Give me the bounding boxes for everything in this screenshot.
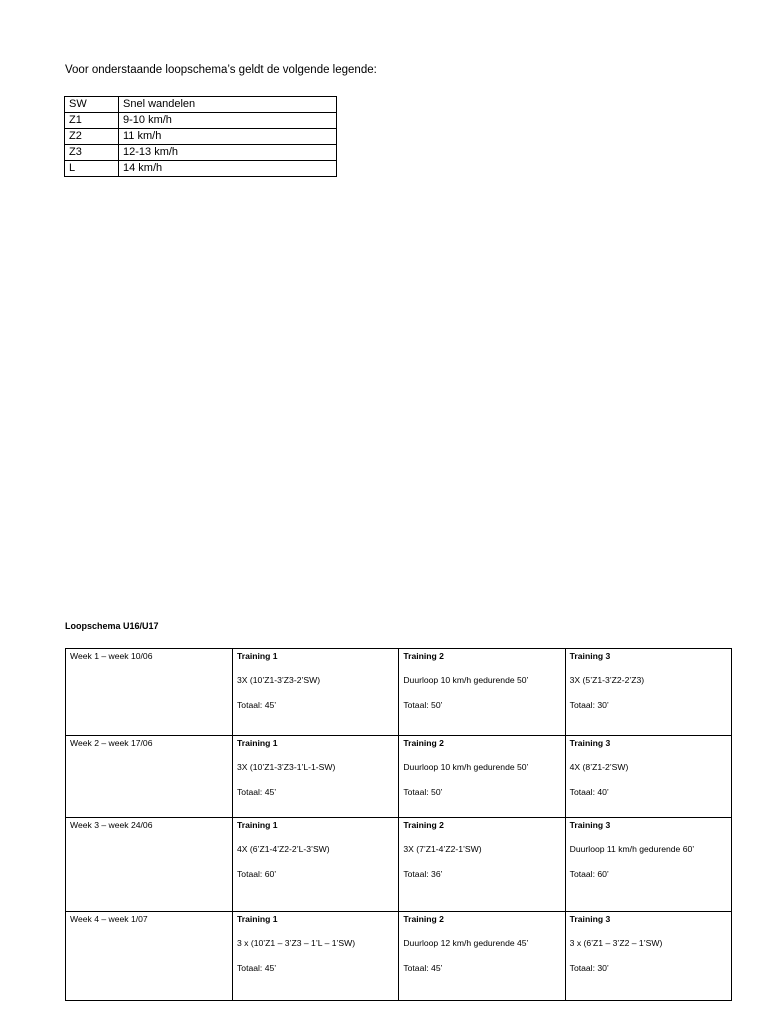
- training-content: 3 x (6’Z1 – 3’Z2 – 1’SW): [569, 938, 663, 948]
- training-content: Duurloop 12 km/h gedurende 45’: [403, 938, 529, 948]
- legend-code: L: [65, 161, 119, 177]
- training-content: 3X (10’Z1-3’Z3-1’L-1-SW): [237, 762, 336, 772]
- training-title: Training 2: [403, 914, 444, 924]
- training-total: Totaal: 60’: [237, 869, 277, 879]
- training-total: Totaal: 30’: [569, 963, 609, 973]
- legend-description: 11 km/h: [119, 129, 337, 145]
- training-total: Totaal: 50’: [403, 700, 443, 710]
- schedule-title: Loopschema U16/U17: [65, 621, 159, 631]
- legend-description: 14 km/h: [119, 161, 337, 177]
- training-total: Totaal: 50’: [403, 787, 443, 797]
- training-total: Totaal: 45’: [237, 963, 277, 973]
- training-content: Duurloop 10 km/h gedurende 50’: [403, 675, 529, 685]
- legend-code: Z3: [65, 145, 119, 161]
- schedule-row: [66, 736, 732, 818]
- training-total: Totaal: 45’: [237, 787, 277, 797]
- training-content: Duurloop 10 km/h gedurende 50’: [403, 762, 529, 772]
- training-title: Training 2: [403, 651, 444, 661]
- training-cell: [233, 736, 399, 818]
- training-cell: [565, 736, 731, 818]
- training-cell: [565, 649, 731, 736]
- training-total: Totaal: 30’: [569, 700, 609, 710]
- legend-code: Z2: [65, 129, 119, 145]
- training-cell: [565, 912, 731, 1001]
- schedule-table: [65, 648, 732, 1001]
- training-title: Training 1: [237, 914, 278, 924]
- legend-table: [64, 96, 337, 177]
- training-cell: [233, 912, 399, 1001]
- training-title: Training 3: [569, 738, 611, 748]
- schedule-row: [66, 649, 732, 736]
- training-title: Training 2: [403, 820, 444, 830]
- training-title: Training 1: [237, 738, 278, 748]
- week-label: Week 3 – week 24/06: [66, 818, 233, 912]
- training-title: Training 2: [403, 738, 444, 748]
- training-title: Training 1: [237, 820, 278, 830]
- training-title: Training 1: [237, 651, 278, 661]
- training-cell: [399, 912, 565, 1001]
- legend-row: [65, 145, 337, 161]
- legend-code: Z1: [65, 113, 119, 129]
- week-label: Week 1 – week 10/06: [66, 649, 233, 736]
- training-total: Totaal: 45’: [237, 700, 277, 710]
- schedule-row: [66, 818, 732, 912]
- week-label: Week 2 – week 17/06: [66, 736, 233, 818]
- legend-row: [65, 97, 337, 113]
- legend-row: [65, 161, 337, 177]
- training-cell: [565, 818, 731, 912]
- training-title: Training 3: [569, 820, 611, 830]
- training-total: Totaal: 40’: [569, 787, 609, 797]
- training-content: 4X (8’Z1-2’SW): [569, 762, 629, 772]
- training-cell: [233, 649, 399, 736]
- training-cell: [399, 649, 565, 736]
- week-label: Week 4 – week 1/07: [66, 912, 233, 1001]
- legend-description: 9-10 km/h: [119, 113, 337, 129]
- training-title: Training 3: [569, 651, 611, 661]
- training-cell: [233, 818, 399, 912]
- intro-text: Voor onderstaande loopschema’s geldt de volgende legende:: [65, 64, 377, 76]
- training-content: 3 x (10’Z1 – 3’Z3 – 1’L – 1’SW): [237, 938, 356, 948]
- legend-row: [65, 113, 337, 129]
- legend-code: SW: [65, 97, 119, 113]
- training-total: Totaal: 60’: [569, 869, 609, 879]
- legend-row: [65, 129, 337, 145]
- legend-description: Snel wandelen: [119, 97, 337, 113]
- training-cell: [399, 818, 565, 912]
- training-content: 3X (5’Z1-3’Z2-2’Z3): [569, 675, 645, 685]
- training-content: 3X (7’Z1-4’Z2-1’SW): [403, 844, 482, 854]
- legend-description: 12-13 km/h: [119, 145, 337, 161]
- training-total: Totaal: 36’: [403, 869, 443, 879]
- training-content: Duurloop 11 km/h gedurende 60’: [569, 844, 695, 854]
- training-total: Totaal: 45’: [403, 963, 443, 973]
- schedule-row: [66, 912, 732, 1001]
- training-title: Training 3: [569, 914, 611, 924]
- training-content: 4X (6’Z1-4’Z2-2’L-3’SW): [237, 844, 330, 854]
- training-content: 3X (10’Z1-3’Z3-2’SW): [237, 675, 321, 685]
- training-cell: [399, 736, 565, 818]
